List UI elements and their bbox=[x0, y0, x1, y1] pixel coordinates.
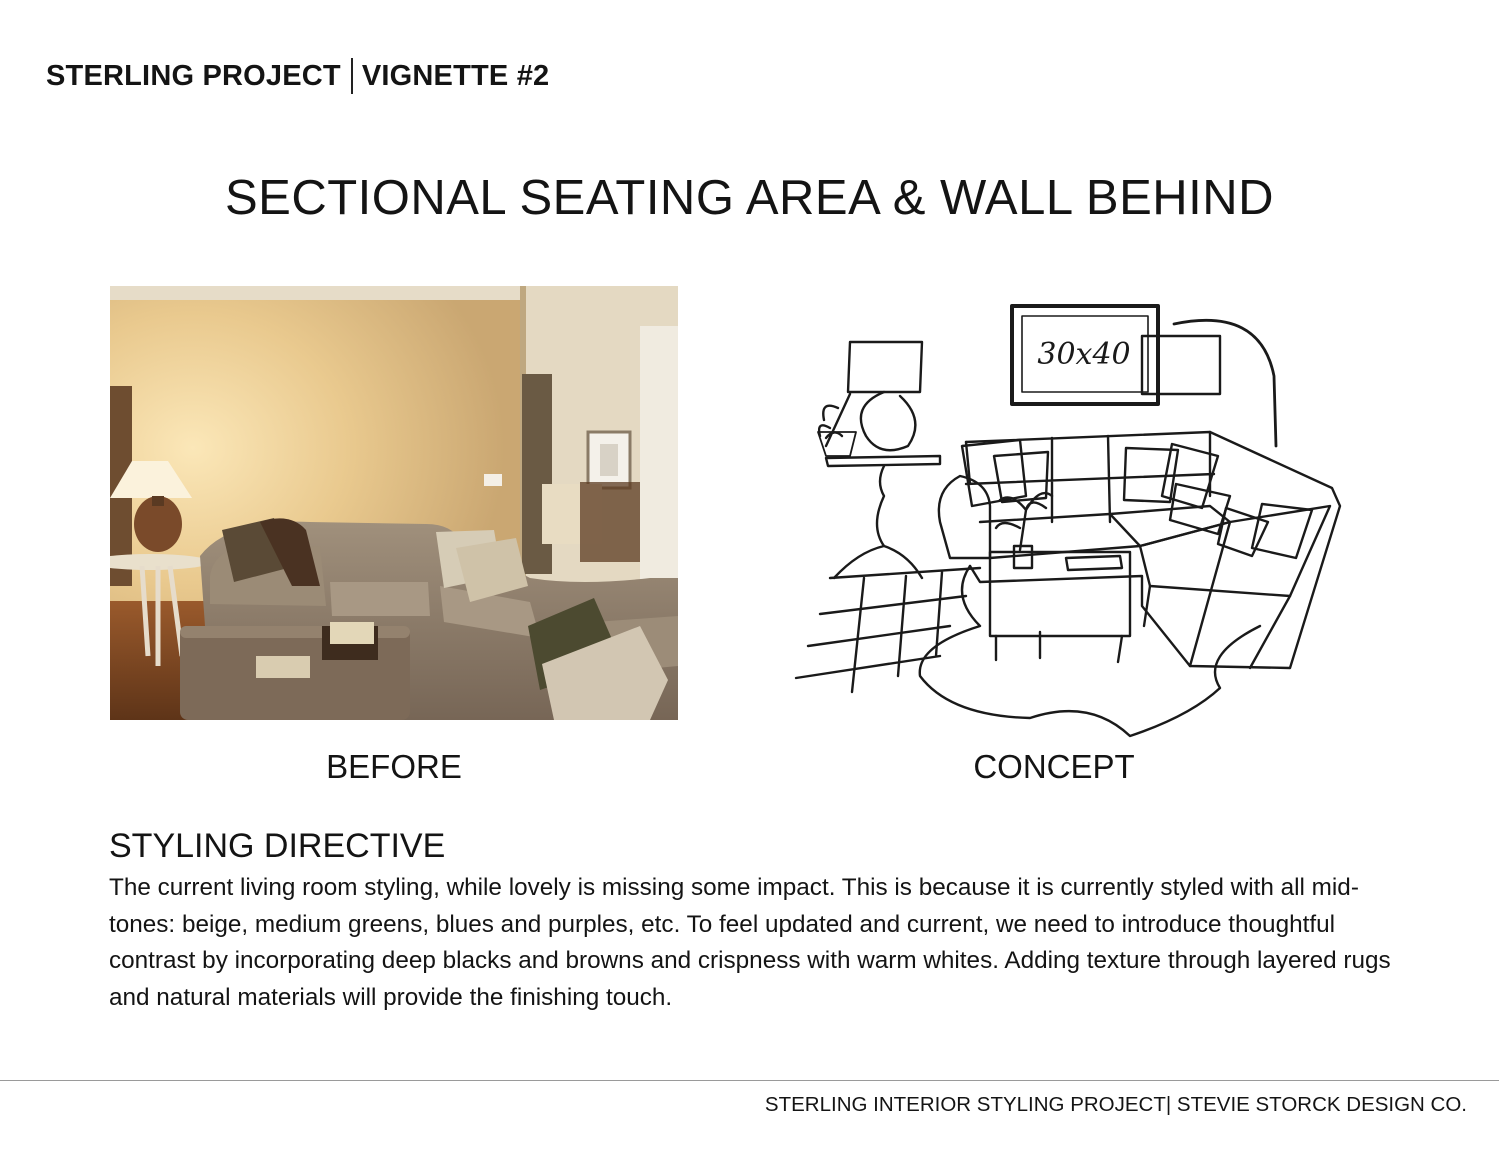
footer-company: STEVIE STORCK DESIGN CO. bbox=[1176, 1093, 1467, 1116]
page-title: SECTIONAL SEATING AREA & WALL BEHIND bbox=[224, 171, 1275, 225]
page-header bbox=[46, 56, 549, 96]
footer-project: STERLING INTERIOR STYLING PROJECT| bbox=[764, 1093, 1172, 1116]
before-photo bbox=[110, 286, 678, 720]
project-name: STERLING PROJECT bbox=[46, 59, 341, 92]
footer-divider bbox=[0, 1080, 1499, 1081]
header-divider bbox=[351, 58, 353, 94]
vignette-label: VIGNETTE #2 bbox=[361, 59, 550, 92]
before-caption: BEFORE bbox=[326, 748, 462, 785]
directive-body: The current living room styling, while lovely is missing some impact. This is because it is currently styled with all mid-tones: beige, medium greens, blues and purples, etc. To feel updated and current, we need to introduce thoughtful contrast by incorporating deep blacks and browns and crispness with warm whites. Adding texture through layered rugs and natural materials will provide the finishing touch. bbox=[109, 874, 1391, 1011]
page-footer bbox=[765, 1093, 1467, 1117]
concept-caption: CONCEPT bbox=[973, 748, 1135, 785]
art-size-label: 30x40 bbox=[1037, 337, 1131, 372]
concept-sketch bbox=[790, 296, 1360, 756]
directive-heading: STYLING DIRECTIVE bbox=[109, 827, 446, 865]
